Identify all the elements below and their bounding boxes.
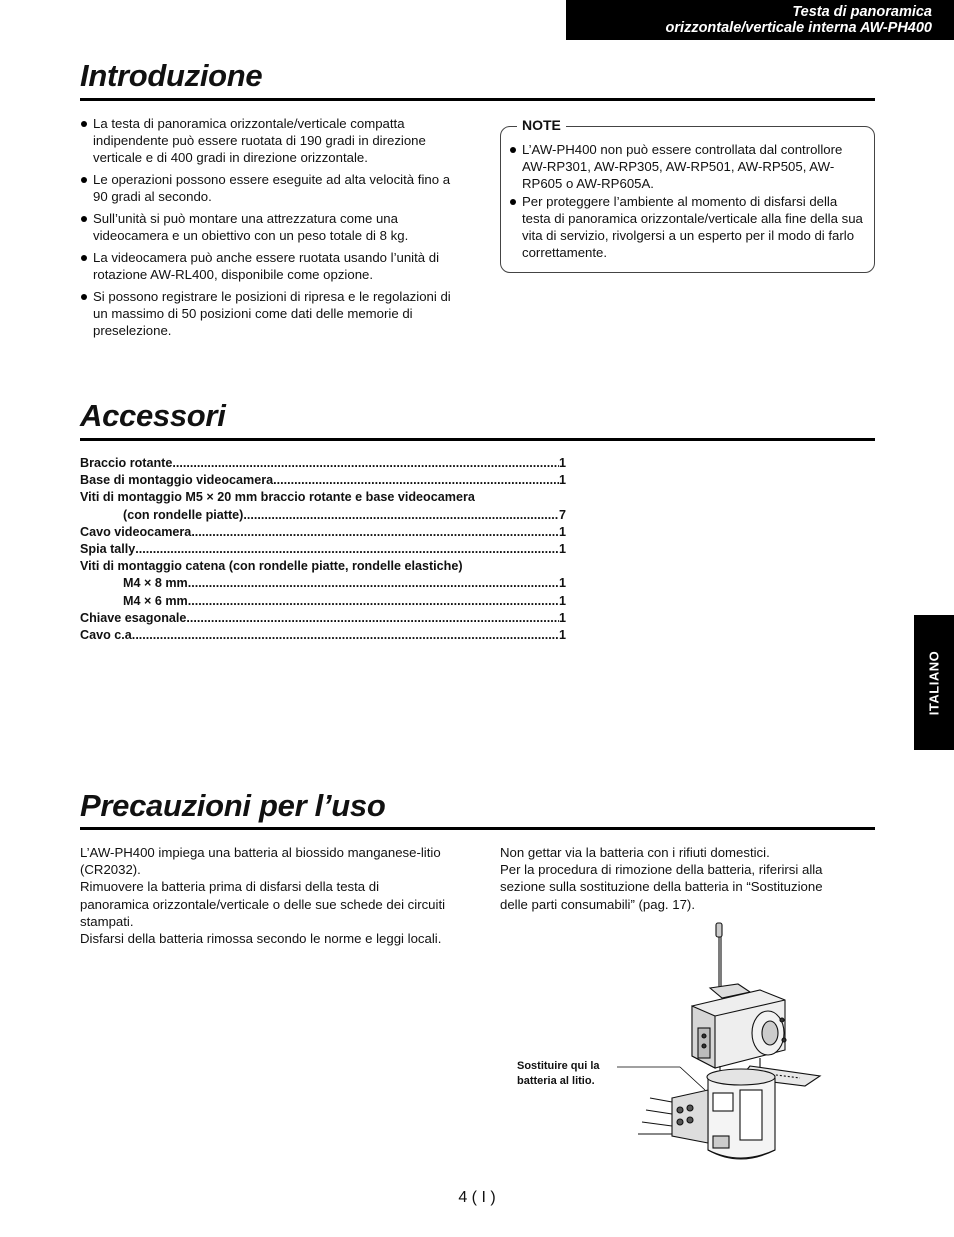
pan-tilt-head-illustration: [610, 918, 835, 1168]
accessory-row: [80, 455, 566, 472]
accessory-qty: 1: [558, 627, 566, 642]
language-label: ITALIANO: [926, 650, 942, 715]
document-header: [566, 0, 954, 40]
note-bullet: L’AW-PH400 non può essere controllata dal controllore AW-RP301, AW-RP305, AW-RP501, AW-RP505, AW-RP605 o AW-RP605A.: [509, 141, 869, 193]
precaution-line: Non gettar via la batteria con i rifiuti domestici.: [500, 845, 770, 860]
accessory-row: [80, 593, 566, 610]
precaution-line: L’AW-PH400 impiega una batteria al biossido manganese-litio (CR2032).: [80, 845, 441, 878]
callout-line: Sostituire qui la: [517, 1060, 600, 1072]
accessory-label: Cavo c.a.: [80, 627, 136, 642]
accessories-list: [80, 455, 566, 644]
intro-title: Introduzione: [80, 58, 263, 93]
precautions-right-text: [500, 844, 850, 913]
intro-bullet: Si possono registrare le posizioni di ripresa e le regolazioni di un massimo di 50 posizioni come dati delle memorie di preselezione.: [80, 288, 452, 340]
intro-bullet: La videocamera può anche essere ruotata usando l’unità di rotazione AW-RL400, disponibile come opzione.: [80, 249, 452, 283]
accessory-label: Spia tally: [80, 541, 136, 556]
note-bullet: Per proteggere l’ambiente al momento di disfarsi della testa di panoramica orizzontale/verticale alla fine della sua vita di servizio, rivolgersi a un esperto per il modo di farlo correttamente.: [509, 193, 869, 262]
accessory-label: M4 × 8 mm: [123, 576, 188, 591]
precaution-line: Per la procedura di rimozione della batteria, riferirsi alla sezione sulla sostituzione della batteria in “Sostituzione delle parti consumabili” (pag. 17).: [500, 862, 823, 912]
accessory-label: (con rondelle piatte): [123, 507, 244, 522]
accessory-row: [80, 489, 566, 506]
accessory-label: Cavo videocamera: [80, 524, 192, 539]
accessory-row: [80, 610, 566, 627]
note-label: NOTE: [517, 116, 566, 134]
note-bullet-list: [509, 141, 869, 261]
accessory-qty: 1: [558, 524, 566, 539]
page-number: 4 ( I ): [458, 1189, 496, 1206]
accessories-title: Accessori: [80, 398, 226, 433]
accessory-row: [80, 472, 566, 489]
accessory-qty: 1: [558, 610, 566, 625]
accessory-label: Viti di montaggio M5 × 20 mm braccio rotante e base videocamera: [80, 490, 475, 505]
accessory-row: [80, 541, 566, 558]
accessory-qty: 1: [558, 593, 566, 608]
accessory-label: Viti di montaggio catena (con rondelle piatte, rondelle elastiche): [80, 559, 463, 574]
accessory-qty: 1: [558, 473, 566, 488]
accessories-rule: [80, 438, 875, 441]
accessory-label: Braccio rotante: [80, 456, 173, 470]
accessory-qty: 1: [558, 456, 566, 470]
battery-callout: [517, 1059, 600, 1088]
accessory-label: Chiave esagonale: [80, 610, 187, 625]
language-side-tab: [914, 615, 954, 750]
accessory-qty: 1: [558, 576, 566, 591]
accessory-row: [80, 507, 566, 524]
intro-bullet: La testa di panoramica orizzontale/verticale compatta indipendente può essere ruotata di 190 gradi in direzione verticale e di 400 gradi in direzione orizzontale.: [80, 115, 452, 167]
accessory-label: Base di montaggio videocamera: [80, 473, 274, 488]
intro-rule: [80, 98, 875, 101]
callout-line: batteria al litio.: [517, 1074, 595, 1087]
precaution-line: Rimuovere la batteria prima di disfarsi della testa di panoramica orizzontale/verticale o delle sue schede dei circuiti stampati.: [80, 879, 446, 929]
intro-bullet: Sull’unità si può montare una attrezzatura come una videocamera e un obiettivo con un peso totale di 8 kg.: [80, 210, 452, 244]
accessory-row: [80, 558, 566, 575]
precautions-title: Precauzioni per l’uso: [80, 788, 386, 823]
accessory-qty: 1: [558, 541, 566, 556]
precautions-rule: [80, 827, 875, 830]
header-line-2: orizzontale/verticale interna AW-PH400: [665, 20, 932, 36]
accessory-qty: 7: [558, 507, 566, 522]
accessory-row: [80, 575, 566, 592]
accessory-row: [80, 524, 566, 541]
intro-bullet: Le operazioni possono essere eseguite ad alta velocità fino a 90 gradi al secondo.: [80, 171, 452, 205]
header-line-1: Testa di panoramica: [792, 4, 932, 20]
accessory-row: [80, 627, 566, 644]
intro-bullet-list: [80, 115, 452, 344]
precaution-line: Disfarsi della batteria rimossa secondo le norme e leggi locali.: [80, 931, 442, 947]
accessory-label: M4 × 6 mm: [123, 593, 188, 608]
note-box: [500, 117, 875, 273]
precautions-left-text: [80, 844, 450, 947]
